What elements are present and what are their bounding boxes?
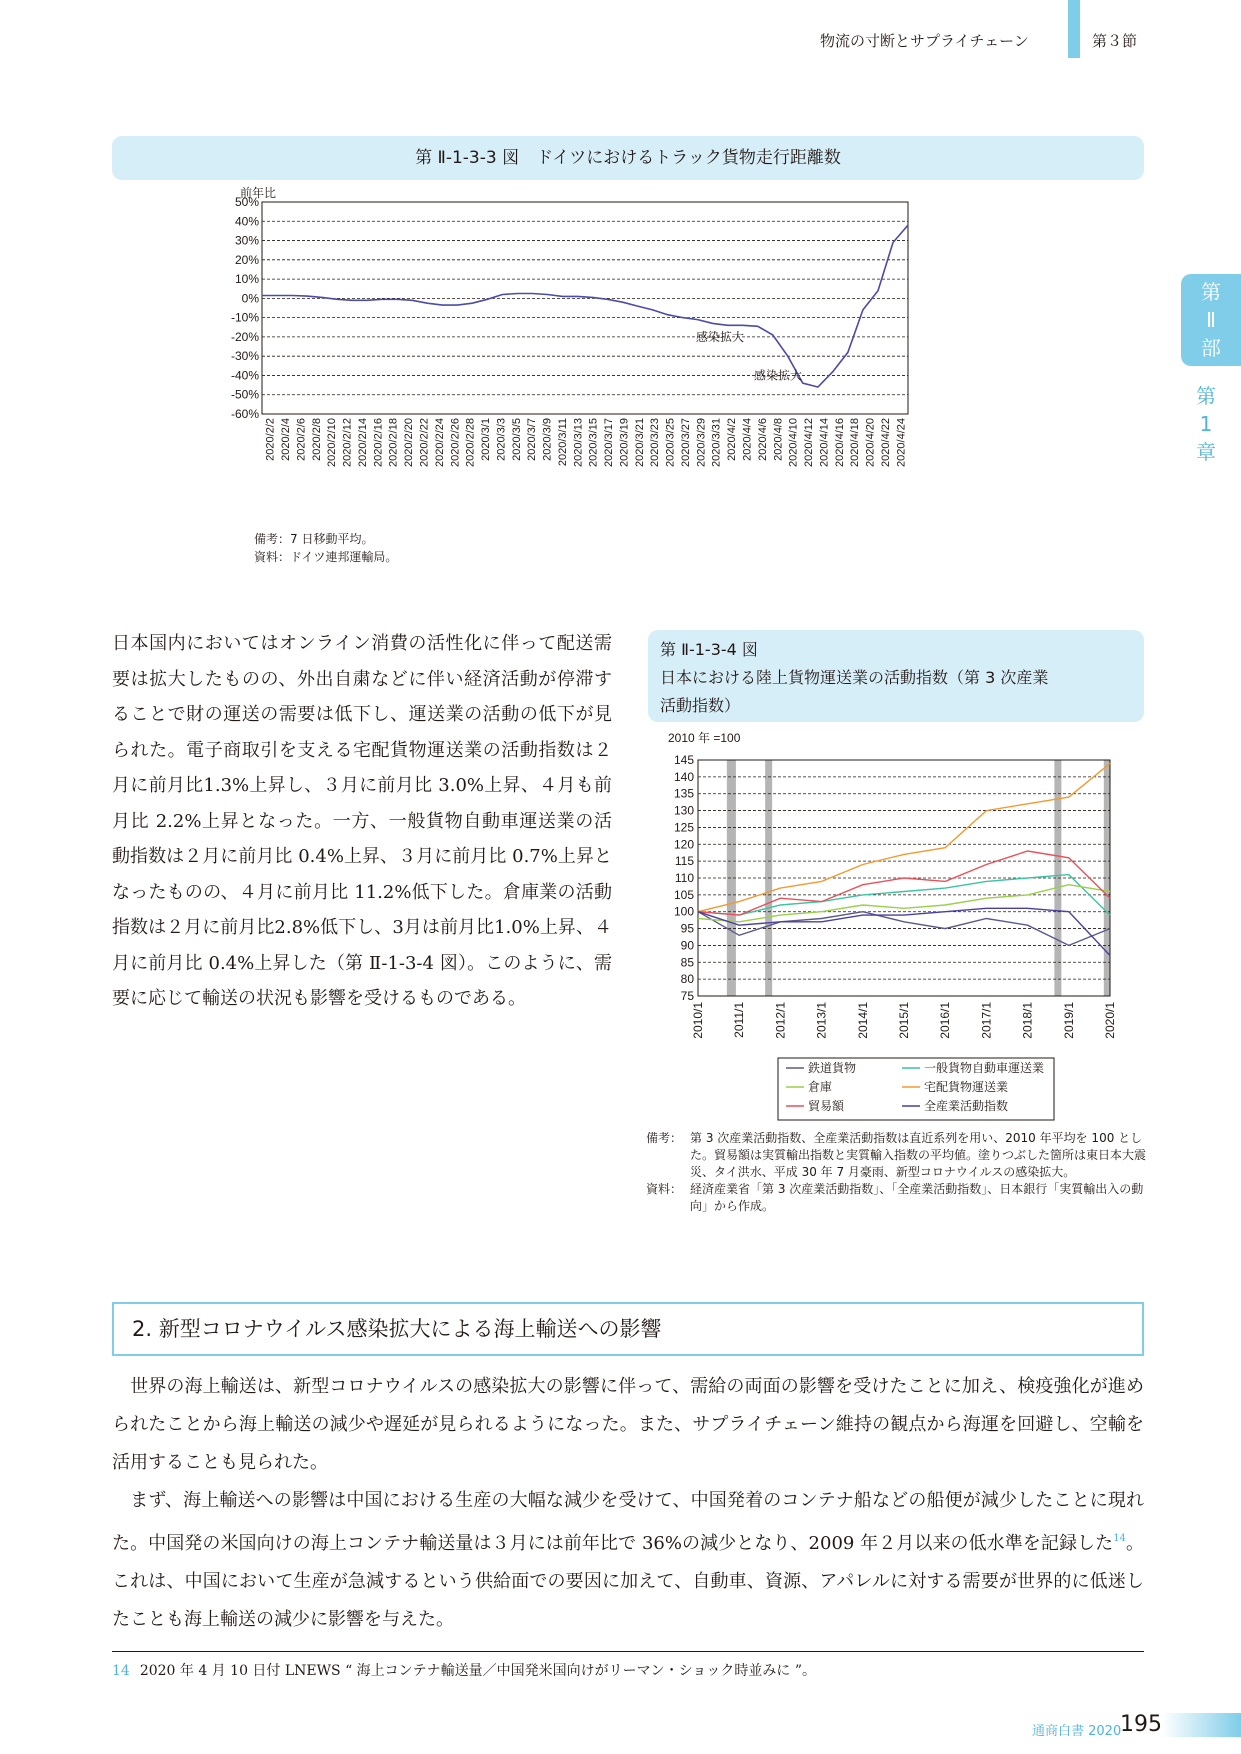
- figure2-ytick-label: 125: [673, 820, 694, 835]
- figure2-ylabel: 2010 年 =100: [668, 731, 741, 745]
- figure1-notes: [254, 530, 397, 566]
- figure1-xtick-label: 2020/3/1: [480, 418, 493, 461]
- figure1-xtick-label: 2020/2/20: [403, 418, 416, 467]
- figure1-xtick-label: 2020/2/28: [464, 418, 477, 467]
- footnote-reference[interactable]: 14: [1113, 1533, 1126, 1544]
- figure1-xtick-label: 2020/4/18: [849, 418, 862, 467]
- figure1-ylabel: 前年比: [240, 186, 277, 200]
- footer-publication: 通商白書 2020: [1032, 1724, 1122, 1739]
- footnote-rule: [112, 1651, 1144, 1652]
- figure2-ytick-label: 75: [680, 989, 694, 1003]
- figure2-ytick-label: 90: [680, 938, 694, 953]
- figure2-ytick-label: 120: [673, 837, 694, 852]
- figure2-ytick-label: 115: [674, 854, 694, 869]
- figure2-xtick-label: 2014/1: [855, 1002, 870, 1039]
- figure1-xtick-label: 2020/2/26: [449, 418, 462, 467]
- figure2-legend-label: 一般貨物自動車運送業: [924, 1061, 1045, 1075]
- chapter-tab-line3: 章: [1196, 440, 1216, 464]
- running-head-section: 物流の寸断とサプライチェーン: [820, 32, 1029, 50]
- chapter-tab-line2: 1: [1199, 412, 1213, 436]
- figure1-xtick-label: 2020/3/27: [679, 418, 692, 467]
- running-head-bar: [1068, 0, 1080, 58]
- figure1-xtick-label: 2020/2/4: [280, 418, 293, 461]
- figure1-xtick-label: 2020/3/31: [710, 418, 723, 467]
- figure2-xtick-label: 2011/1: [732, 1002, 747, 1038]
- figure1-ytick-label: -40%: [230, 368, 259, 383]
- figure1-chart: [230, 186, 1010, 526]
- figure2-xtick-label: 2016/1: [938, 1002, 953, 1039]
- figure1-xtick-label: 2020/3/23: [649, 418, 662, 467]
- figure2-ytick-label: 110: [674, 871, 694, 885]
- figure2-ytick-label: 95: [680, 921, 694, 936]
- figure2-xtick-label: 2012/1: [773, 1002, 788, 1039]
- figure2-ytick-label: 140: [673, 769, 694, 784]
- figure2-legend-label: 宅配貨物運送業: [924, 1080, 1009, 1094]
- figure2-ytick-label: 80: [680, 972, 694, 987]
- figure2-xtick-label: 2020/1: [1103, 1002, 1117, 1039]
- figure1-xtick-label: 2020/3/13: [572, 418, 585, 467]
- figure1-xtick-label: 2020/3/19: [618, 418, 631, 467]
- figure1-xtick-label: 2020/3/5: [510, 418, 523, 461]
- figure1-xtick-label: 2020/4/8: [772, 418, 785, 461]
- figure2-xtick-label: 2019/1: [1061, 1002, 1076, 1039]
- figure1-xtick-label: 2020/3/17: [603, 418, 616, 467]
- footnote: [112, 1660, 816, 1680]
- figure1-xtick-label: 2020/2/8: [310, 418, 323, 461]
- figure2-xtick-label: 2013/1: [814, 1002, 829, 1039]
- figure2-notes: [646, 1130, 1146, 1215]
- body-paragraph-2-part-a: まず、海上輸送への影響は中国における生産の大幅な減少を受けて、中国発着のコンテナ船などの船便が減少したことに現れた。中国発の米国向けの海上コンテナ輸送量は３月には前年比で 36%の減少となり、2009 年２月以来の低水準を記録した: [112, 1490, 1144, 1554]
- figure1-ytick-label: -60%: [230, 407, 259, 421]
- part-tab-line2: Ⅱ: [1206, 308, 1216, 332]
- figure2-ytick-label: 85: [680, 955, 694, 970]
- figure1-xtick-label: 2020/4/20: [864, 418, 877, 467]
- figure2-series-line: [698, 908, 1110, 955]
- figure1-note: 備考：7 日移動平均。: [254, 532, 374, 546]
- footnote-text: 2020 年 4 月 10 日付 LNEWS “ 海上コンテナ輸送量／中国発米国向けがリーマン・ショック時並みに ”。: [139, 1663, 817, 1679]
- figure1-xtick-label: 2020/2/12: [341, 418, 354, 467]
- figure1-xtick-label: 2020/2/22: [418, 418, 431, 467]
- body-paragraph-1: 世界の海上輸送は、新型コロナウイルスの感染拡大の影響に伴って、需給の両面の影響を受けたことに加え、検疫強化が進められたことから海上輸送の減少や遅延が見られるようになった。また、サプライチェーン維持の観点から海運を回避し、空輸を活用することも見られた。: [112, 1376, 1144, 1473]
- figure2-ytick-label: 100: [673, 904, 694, 919]
- figure1-xtick-label: 2020/4/6: [756, 418, 769, 461]
- figure1-ytick-label: -10%: [230, 310, 259, 325]
- figure1-plot-frame: [262, 202, 908, 414]
- footnote-number: 14: [112, 1663, 130, 1679]
- figure2-xtick-label: 2015/1: [897, 1002, 911, 1039]
- running-head-section-number: 第３節: [1092, 32, 1138, 50]
- figure1-xtick-label: 2020/4/16: [833, 418, 846, 467]
- figure1-ytick-label: 20%: [234, 252, 259, 267]
- figure1-xtick-label: 2020/3/29: [695, 418, 708, 467]
- figure1-xtick-label: 2020/2/24: [433, 418, 446, 467]
- figure1-ytick-label: 30%: [234, 233, 259, 248]
- part-tab-line1: 第: [1201, 280, 1221, 304]
- figure1-source: 資料：ドイツ連邦運輸局。: [254, 550, 398, 564]
- figure2-xtick-label: 2017/1: [979, 1002, 994, 1039]
- section-heading: 2. 新型コロナウイルス感染拡大による海上輸送への影響: [112, 1302, 1144, 1356]
- figure2-legend-label: 全産業活動指数: [924, 1099, 1009, 1113]
- body-paragraph-2: [112, 1482, 1144, 1639]
- figure1-annotation: 感染拡大: [754, 368, 803, 383]
- figure2-legend: [778, 1058, 1054, 1120]
- figure1-xtick-label: 2020/3/25: [664, 418, 677, 467]
- figure2-note-text: 第 3 次産業活動指数、全産業活動指数は直近系列を用い、2010 年平均を 100 とした。貿易額は実質輸出指数と実質輸入指数の平均値。塗りつぶした箇所は東日本大震災、タイ洪水、平成 30 年 7 月豪雨、新型コロナウイルスの感染拡大。: [690, 1131, 1147, 1179]
- figure1-ytick-label: 40%: [234, 214, 259, 229]
- figure2-source-key: 資料：: [646, 1182, 683, 1196]
- figure1-xtick-label: 2020/2/2: [264, 418, 277, 461]
- figure2-series-line: [698, 851, 1110, 915]
- figure1-xtick-label: 2020/3/15: [587, 418, 600, 467]
- figure1-ytick-label: -20%: [230, 329, 259, 344]
- part-tab-line3: 部: [1201, 336, 1221, 360]
- figure1-ytick-label: -50%: [230, 387, 259, 402]
- figure2-chart: [660, 728, 1130, 1128]
- chapter-tab-line1: 第: [1196, 384, 1216, 408]
- figure1-xtick-label: 2020/3/9: [541, 418, 554, 461]
- figure2-source-text: 経済産業省「第 3 次産業活動指数」、「全産業活動指数」、日本銀行「実質輸出入の動向」から作成。: [690, 1182, 1144, 1213]
- figure2-legend-label: 倉庫: [808, 1080, 833, 1094]
- figure2-title-number: 第 Ⅱ-1-3-4 図: [660, 640, 758, 659]
- figure2-ytick-label: 145: [673, 753, 694, 767]
- figure1-xtick-label: 2020/2/6: [295, 418, 308, 461]
- figure1-ytick-label: -30%: [230, 349, 259, 364]
- figure1-series-line: [262, 225, 908, 387]
- figure2-ytick-label: 130: [673, 803, 694, 818]
- figure1-xtick-label: 2020/3/7: [526, 418, 539, 461]
- figure2-ytick-label: 105: [673, 887, 694, 902]
- figure2-xtick-label: 2010/1: [691, 1002, 705, 1039]
- figure1-xtick-label: 2020/2/14: [356, 418, 369, 467]
- page-number: 195: [1120, 1712, 1162, 1737]
- figure1-ytick-label: 10%: [234, 272, 259, 287]
- figure1-xtick-label: 2020/4/4: [741, 418, 754, 461]
- figure2-title-line3: 活動指数）: [660, 696, 741, 715]
- part-tab: [1181, 274, 1241, 366]
- figure2-title-line2: 日本における陸上貨物運送業の活動指数（第 3 次産業: [660, 668, 1049, 687]
- body-paragraph-left: 日本国内においてはオンライン消費の活性化に伴って配送需要は拡大したものの、外出自粛などに伴い経済活動が停滞することで財の運送の需要は低下し、運送業の活動の低下が見られた。電子商取引を支える宅配貨物運送業の活動指数は２月に前月比1.3%上昇し、３月に前月比 3.0%上昇、４月も前月比 2.2%上昇となった。一方、一般貨物自動車運送業の活動指数は２月に前月比 0.4%上昇、３月に前月比 0.7%上昇となったものの、４月に前月比 11.2%低下した。倉庫業の活動指数は２月に前月比2.8%低下し、3月は前月比1.0%上昇、４月に前月比 0.4%上昇した（第 Ⅱ-1-3-4 図）。このように、需要に応じて輸送の状況も影響を受けるものである。: [112, 633, 612, 1009]
- figure1-xtick-label: 2020/4/12: [803, 418, 816, 467]
- figure1-ytick-label: 0%: [241, 291, 259, 306]
- figure1-xtick-label: 2020/2/16: [372, 418, 385, 467]
- figure2-ytick-label: 135: [673, 786, 694, 801]
- figure2-note-key: 備考：: [646, 1131, 683, 1145]
- chapter-tab: [1186, 382, 1226, 466]
- figure2-legend-label: 貿易額: [808, 1099, 845, 1113]
- figure1-ytick-label: 50%: [234, 195, 259, 209]
- figure1-xtick-label: 2020/3/11: [556, 418, 569, 467]
- figure1-xtick-label: 2020/4/14: [818, 418, 831, 467]
- figure2-xtick-label: 2018/1: [1020, 1002, 1035, 1039]
- figure1-xtick-label: 2020/3/21: [633, 418, 646, 467]
- figure2-series-line: [698, 885, 1110, 922]
- figure1-xtick-label: 2020/4/10: [787, 418, 800, 467]
- footer-bar: [1162, 1713, 1241, 1737]
- figure1-title: 第 Ⅱ-1-3-3 図 ドイツにおけるトラック貨物走行距離数: [112, 136, 1144, 180]
- body-paragraph-2-part-b: 。これは、中国において生産が急減するという供給面での要因に加えて、自動車、資源、アパレルに対する需要が世界的に低迷したことも海上輸送の減少に影響を与えた。: [112, 1533, 1144, 1630]
- figure2-title: [648, 630, 1144, 722]
- figure1-annotation: 感染拡大: [696, 329, 745, 344]
- figure1-xtick-label: 2020/2/10: [326, 418, 339, 467]
- figure2-legend-label: 鉄道貨物: [808, 1061, 857, 1075]
- figure1-xtick-label: 2020/2/18: [387, 418, 400, 467]
- figure1-xtick-label: 2020/3/3: [495, 418, 508, 461]
- figure1-xtick-label: 2020/4/2: [726, 418, 739, 461]
- figure1-xtick-label: 2020/4/24: [895, 418, 908, 467]
- figure1-xtick-label: 2020/4/22: [879, 418, 892, 467]
